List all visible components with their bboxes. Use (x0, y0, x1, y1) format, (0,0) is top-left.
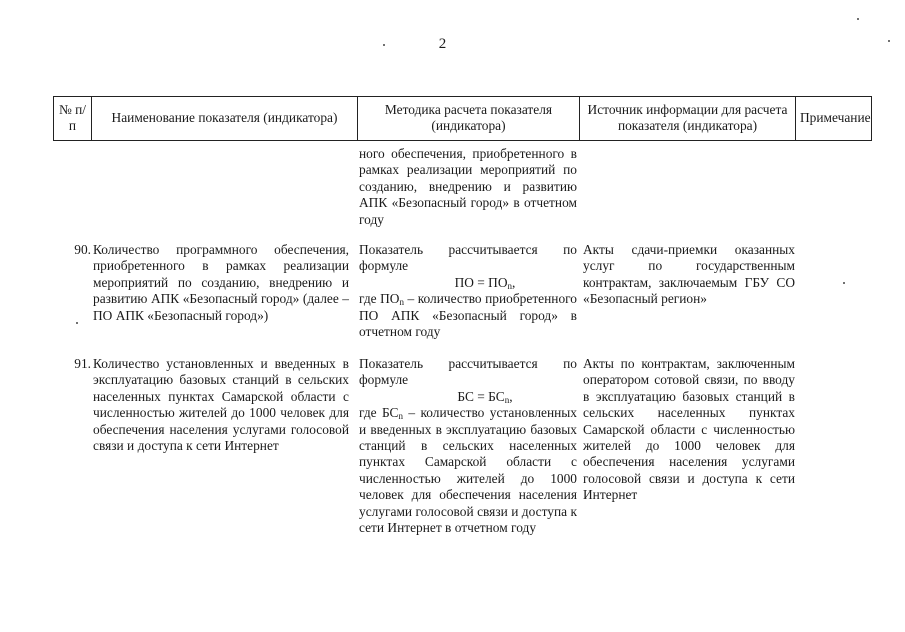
information-source: Акты сдачи-приемки оказанных услуг по государственным контрактам, заключаемым ГБУ СО «Безопасный регион» (583, 242, 795, 307)
scan-speck (888, 40, 890, 42)
method-intro: Показатель рассчитывается по формуле (359, 356, 577, 388)
scan-speck (76, 322, 78, 324)
continuation-method-cell: ного обеспечения, приобретенного в рамках реализации мероприятий по созданию, внедрению и развитию АПК «Безопасный город» в отчетном году (359, 146, 577, 227)
information-source: Акты по контрактам, заключенным оператором сотовой связи, по вводу в эксплуатацию базовых станций в сельских населенных пунктах Самарской области с численностью жителей до 1000 человек для обеспечения населения услугами голосовой связи и доступа к сети Интернет (583, 356, 795, 503)
method-intro: Показатель рассчитывается по формуле (359, 242, 577, 274)
indicator-name: Количество программного обеспечения, приобретенного в рамках реализации мероприятий по созданию, внедрению и развитию АПК «Безопасный город» (далее – ПО АПК «Безопасный город») (93, 242, 349, 323)
method-where: где $ПО_n$ – количество приобретенного ПО АПК «Безопасный город» в отчетном году (359, 291, 577, 340)
row-number: 90. (74, 242, 91, 257)
scan-speck (383, 44, 385, 46)
table-header-row (54, 97, 872, 141)
calculation-method (359, 356, 577, 536)
header-source: Источник информации для расчета показателя (индикатора) (580, 97, 796, 141)
formula: ПО = $ПО_n$, (454, 274, 516, 291)
header-num: № п/п (54, 97, 92, 141)
header-method: Методика расчета показателя (индикатора) (358, 97, 580, 141)
indicator-table-header (53, 96, 872, 141)
method-where: где $БС_n$ – количество установленных и введенных в эксплуатацию базовых станций в сельских населенных пунктах Самарской области с численностью жителей до 1000 человек для обеспечения населения услугами голосовой связи и доступа к сети Интернет в отчетном году (359, 405, 578, 536)
formula: БС = $БС_n$, (457, 388, 513, 405)
header-name: Наименование показателя (индикатора) (92, 97, 358, 141)
row-number: 91. (74, 356, 91, 371)
scan-speck (843, 282, 845, 284)
scan-speck (857, 18, 859, 20)
page-number: 2 (438, 36, 447, 52)
indicator-name: Количество установленных и введенных в эксплуатацию базовых станций в сельских населенных пунктах Самарской области с численностью жителей до 1000 человек для обеспечения населения услугами голосовой связи и доступа к сети Интернет (93, 356, 349, 454)
calculation-method (359, 242, 577, 340)
header-note: Примечание (796, 97, 872, 141)
